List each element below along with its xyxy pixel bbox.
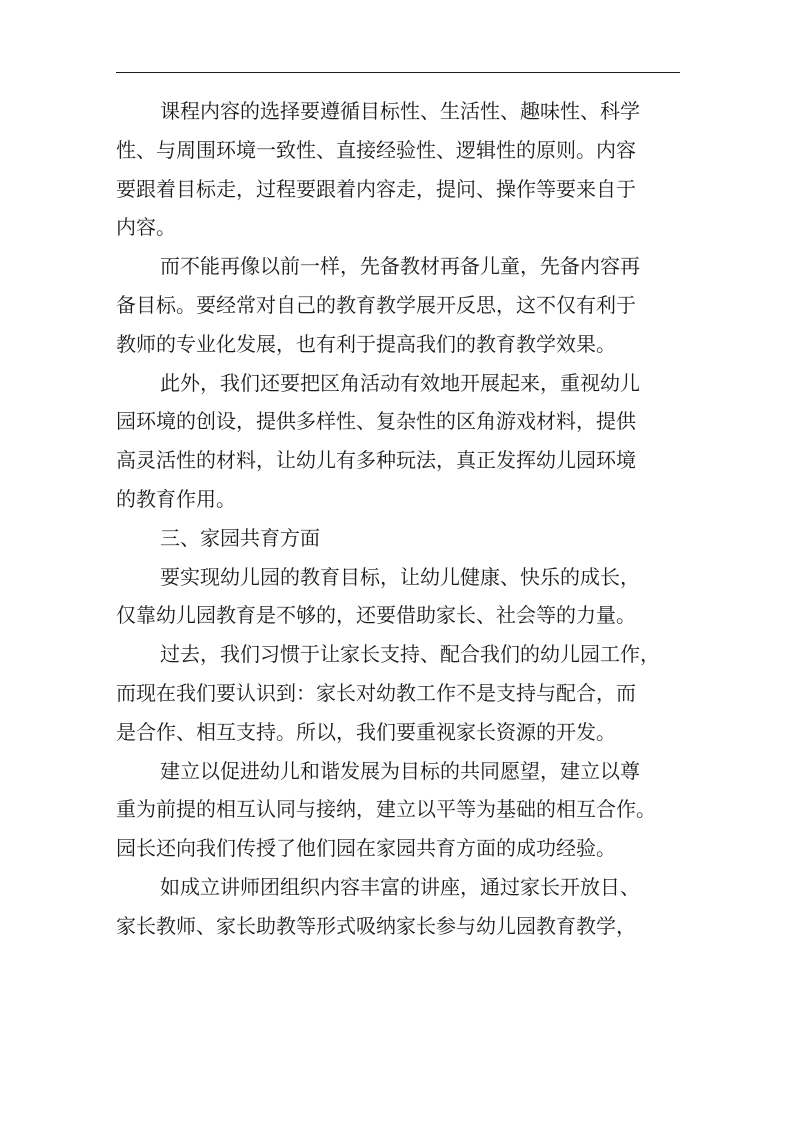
paragraph-line: 建立以促进幼儿和谐发展为目标的共同愿望，建立以尊 (160, 758, 640, 783)
paragraph-line: 仅靠幼儿园教育是不够的，还要借助家长、社会等的力量。 (116, 603, 636, 628)
paragraph-line: 园长还向我们传授了他们园在家园共育方面的成功经验。 (116, 836, 616, 861)
paragraph-line: 要实现幼儿园的教育目标，让幼儿健康、快乐的成长， (160, 564, 640, 589)
header-rule (116, 72, 680, 73)
paragraph-line: 课程内容的选择要遵循目标性、生活性、趣味性、科学 (160, 99, 640, 123)
paragraph-line: 此外，我们还要把区角活动有效地开展起来，重视幼儿 (160, 370, 640, 395)
paragraph-line: 家长教师、家长助教等形式吸纳家长参与幼儿园教育教学， (116, 913, 636, 938)
body-text (116, 92, 682, 946)
paragraph-line: 而现在我们要认识到：家长对幼教工作不是支持与配合，而 (116, 680, 636, 705)
paragraph-line: 过去，我们习惯于让家长支持、配合我们的幼儿园工作， (160, 642, 660, 667)
paragraph-line: 园环境的创设，提供多样性、复杂性的区角游戏材料，提供 (116, 409, 636, 434)
paragraph-line: 教师的专业化发展，也有利于提高我们的教育教学效果。 (116, 331, 616, 356)
paragraph-line: 内容。 (116, 215, 176, 240)
paragraph-line: 如成立讲师团组织内容丰富的讲座，通过家长开放日、 (160, 874, 640, 899)
paragraph-line: 是合作、相互支持。所以，我们要重视家长资源的开发。 (116, 719, 616, 744)
paragraph-line: 而不能再像以前一样，先备教材再备儿童，先备内容再 (160, 254, 640, 279)
paragraph-line: 高灵活性的材料，让幼儿有多种玩法，真正发挥幼儿园环境 (116, 448, 636, 473)
paragraph-line: 要跟着目标走，过程要跟着内容走，提问、操作等要来自于 (116, 176, 636, 201)
paragraph-line: 重为前提的相互认同与接纳，建立以平等为基础的相互合作。 (116, 797, 656, 822)
paragraph-line: 的教育作用。 (116, 486, 236, 511)
paragraph-line: 性、与周围环境一致性、直接经验性、逻辑性的原则。内容 (116, 137, 636, 162)
section-heading: 三、家园共育方面 (160, 525, 320, 550)
paragraph-line: 备目标。要经常对自己的教育教学展开反思，这不仅有利于 (116, 292, 636, 317)
